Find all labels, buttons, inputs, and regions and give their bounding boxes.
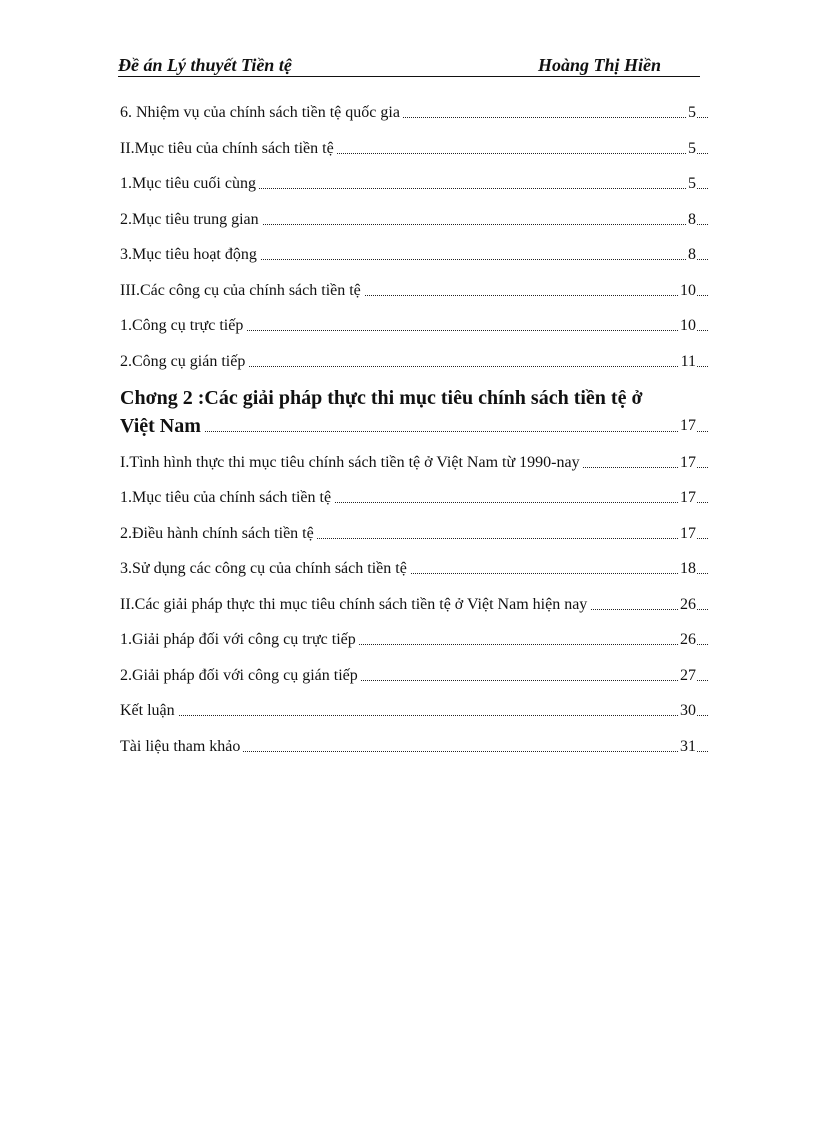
toc-entry bbox=[120, 100, 708, 126]
toc-entry-page: 8 bbox=[686, 207, 696, 233]
toc-entry-page: 26 bbox=[678, 627, 696, 653]
toc-entry bbox=[120, 242, 708, 268]
toc-entry-page: 18 bbox=[678, 556, 696, 582]
toc-entry-title: Tài liệu tham khảo bbox=[120, 734, 243, 760]
toc-entry-page: 10 bbox=[678, 278, 696, 304]
toc-leader-dots bbox=[120, 714, 708, 716]
toc-entry bbox=[120, 278, 708, 304]
toc-entry-page: 26 bbox=[678, 592, 696, 618]
toc-entry-title: III.Các công cụ của chính sách tiền tệ bbox=[120, 278, 364, 304]
toc-entry bbox=[120, 171, 708, 197]
toc-entry bbox=[120, 485, 708, 511]
toc-leader-dots bbox=[120, 430, 708, 432]
toc-entry-page: 17 bbox=[678, 485, 696, 511]
toc-entry-title: 1.Công cụ trực tiếp bbox=[120, 313, 246, 339]
toc-entry bbox=[120, 349, 708, 375]
page-header bbox=[118, 52, 700, 77]
toc-chapter-page: 17 bbox=[678, 412, 696, 440]
toc-entry-title: Kết luận bbox=[120, 698, 178, 724]
toc-entry bbox=[120, 734, 708, 760]
toc-entry-title: II.Mục tiêu của chính sách tiền tệ bbox=[120, 136, 337, 162]
header-title: Đề án Lý thuyết Tiền tệ bbox=[118, 55, 292, 75]
toc-entry bbox=[120, 592, 708, 618]
toc-entry-title: 2.Mục tiêu trung gian bbox=[120, 207, 262, 233]
table-of-contents bbox=[120, 100, 708, 769]
toc-entry-title: 1.Mục tiêu cuối cùng bbox=[120, 171, 259, 197]
toc-entry-title: II.Các giải pháp thực thi mục tiêu chính sách tiền tệ ở Việt Nam hiện nay bbox=[120, 592, 590, 618]
toc-entry-title: 1.Giải pháp đối với công cụ trực tiếp bbox=[120, 627, 359, 653]
toc-entry bbox=[120, 313, 708, 339]
toc-entry bbox=[120, 207, 708, 233]
toc-entry bbox=[120, 521, 708, 547]
toc-entry-title: 3.Mục tiêu hoạt động bbox=[120, 242, 260, 268]
toc-entry bbox=[120, 136, 708, 162]
toc-entry bbox=[120, 450, 708, 476]
toc-entry bbox=[120, 556, 708, 582]
toc-entry-page: 10 bbox=[678, 313, 696, 339]
toc-entry-page: 17 bbox=[678, 450, 696, 476]
toc-entry-title: 2.Điều hành chính sách tiền tệ bbox=[120, 521, 317, 547]
toc-entry-title: I.Tình hình thực thi mục tiêu chính sách tiền tệ ở Việt Nam từ 1990-nay bbox=[120, 450, 583, 476]
toc-entry-page: 11 bbox=[679, 349, 696, 375]
toc-entry-title: 2.Công cụ gián tiếp bbox=[120, 349, 248, 375]
toc-entry bbox=[120, 698, 708, 724]
toc-entry bbox=[120, 663, 708, 689]
toc-entry-title: 3.Sử dụng các công cụ của chính sách tiền tệ bbox=[120, 556, 410, 582]
toc-entry-page: 5 bbox=[686, 171, 696, 197]
toc-entry-page: 31 bbox=[678, 734, 696, 760]
toc-entry-page: 8 bbox=[686, 242, 696, 268]
toc-entry-page: 17 bbox=[678, 521, 696, 547]
toc-entry-title: 2.Giải pháp đối với công cụ gián tiếp bbox=[120, 663, 361, 689]
toc-entry-title: 1.Mục tiêu của chính sách tiền tệ bbox=[120, 485, 334, 511]
toc-chapter-title-cont: Việt Nam bbox=[120, 412, 204, 440]
toc-entry-page: 5 bbox=[686, 136, 696, 162]
header-author: Hoàng Thị Hiền bbox=[538, 55, 662, 75]
toc-entry-title: 6. Nhiệm vụ của chính sách tiền tệ quốc gia bbox=[120, 100, 403, 126]
toc-entry-page: 27 bbox=[678, 663, 696, 689]
toc-chapter-title: Chơng 2 :Các giải pháp thực thi mục tiêu chính sách tiền tệ ở bbox=[120, 384, 646, 412]
toc-entry-page: 30 bbox=[678, 698, 696, 724]
toc-chapter-heading bbox=[120, 384, 708, 412]
toc-chapter-heading-cont bbox=[120, 412, 708, 440]
toc-entry-page: 5 bbox=[686, 100, 696, 126]
toc-entry bbox=[120, 627, 708, 653]
